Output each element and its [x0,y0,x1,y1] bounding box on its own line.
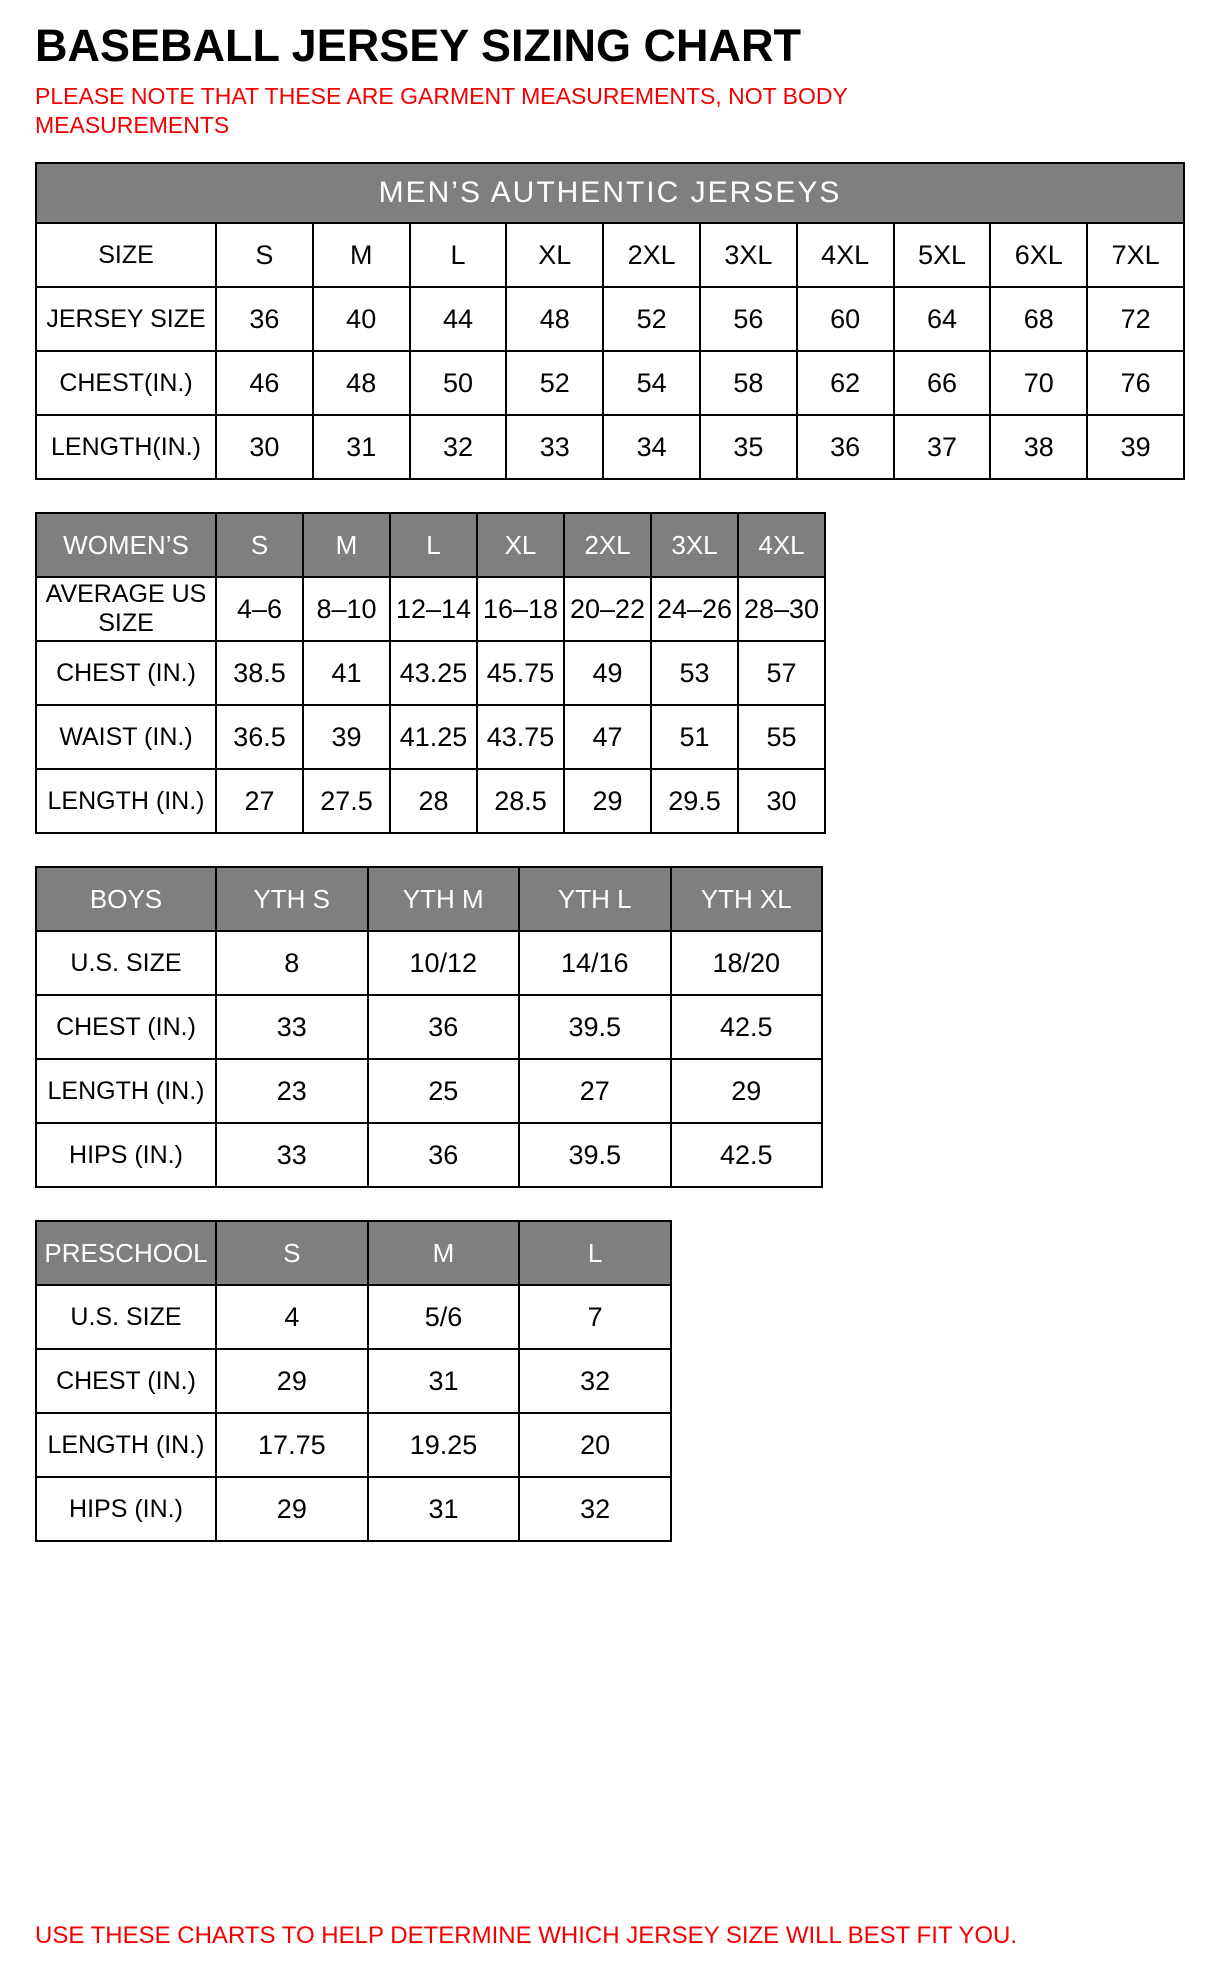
size-cell: 29 [216,1349,368,1413]
size-cell: 30 [738,769,825,833]
size-cell: 46 [216,351,313,415]
page-title: BASEBALL JERSEY SIZING CHART [35,20,801,71]
tables-container [35,162,1185,1574]
size-cell: 2XL [564,513,651,577]
size-cell: 16–18 [477,577,564,641]
row-label: CHEST (IN.) [36,1349,216,1413]
size-cell: 60 [797,287,894,351]
size-cell: 35 [700,415,797,479]
size-cell: 56 [700,287,797,351]
size-cell: 55 [738,705,825,769]
size-cell: 42.5 [671,1123,823,1187]
size-cell: 28 [390,769,477,833]
size-cell: 39 [303,705,390,769]
table-row [36,931,822,995]
size-cell: 43.75 [477,705,564,769]
size-cell: 53 [651,641,738,705]
row-label: HIPS (IN.) [36,1123,216,1187]
size-cell: S [216,1221,368,1285]
size-cell: 36.5 [216,705,303,769]
size-cell: 32 [410,415,507,479]
size-cell: 20 [519,1413,671,1477]
row-label: LENGTH (IN.) [36,1413,216,1477]
size-cell: 52 [506,351,603,415]
size-cell: 38 [990,415,1087,479]
size-cell: 27 [519,1059,671,1123]
size-cell: 48 [313,351,410,415]
size-cell: 7XL [1087,223,1184,287]
row-label: CHEST(IN.) [36,351,216,415]
table-row [36,415,1184,479]
row-label: U.S. SIZE [36,1285,216,1349]
size-cell: 29 [216,1477,368,1541]
garment-measurements-note: PLEASE NOTE THAT THESE ARE GARMENT MEASUREMENTS, NOT BODY MEASUREMENTS [35,83,848,138]
size-table-mens [35,162,1185,480]
size-cell: 19.25 [368,1413,520,1477]
table-row [36,513,825,577]
footer-text: USE THESE CHARTS TO HELP DETERMINE WHICH JERSEY SIZE WILL BEST FIT YOU. [35,1922,1018,1949]
row-label: SIZE [36,223,216,287]
size-cell: 34 [603,415,700,479]
size-cell: 37 [894,415,991,479]
size-cell: 68 [990,287,1087,351]
size-cell: 41 [303,641,390,705]
size-cell: 8–10 [303,577,390,641]
size-cell: 4XL [797,223,894,287]
size-cell: 39.5 [519,995,671,1059]
size-cell: 48 [506,287,603,351]
row-label: AVERAGE US SIZE [36,577,216,641]
size-cell: 30 [216,415,313,479]
row-label: PRESCHOOL [36,1221,216,1285]
size-cell: 51 [651,705,738,769]
size-cell: 64 [894,287,991,351]
size-cell: S [216,223,313,287]
size-cell: 49 [564,641,651,705]
table-row [36,577,825,641]
row-label: CHEST (IN.) [36,641,216,705]
size-cell: 36 [368,1123,520,1187]
size-cell: 28.5 [477,769,564,833]
row-label: JERSEY SIZE [36,287,216,351]
size-cell: 24–26 [651,577,738,641]
size-cell: 25 [368,1059,520,1123]
size-cell: 39.5 [519,1123,671,1187]
table-row [36,1477,671,1541]
size-cell: 7 [519,1285,671,1349]
size-cell: 3XL [651,513,738,577]
size-cell: 42.5 [671,995,823,1059]
row-label: LENGTH (IN.) [36,769,216,833]
size-cell: 45.75 [477,641,564,705]
row-label: U.S. SIZE [36,931,216,995]
size-cell: 70 [990,351,1087,415]
size-cell: 44 [410,287,507,351]
size-cell: 47 [564,705,651,769]
size-cell: 29.5 [651,769,738,833]
size-cell: YTH XL [671,867,823,931]
size-cell: 2XL [603,223,700,287]
size-cell: 4–6 [216,577,303,641]
size-cell: 50 [410,351,507,415]
row-label: LENGTH (IN.) [36,1059,216,1123]
row-label: HIPS (IN.) [36,1477,216,1541]
size-cell: 39 [1087,415,1184,479]
size-table-womens [35,512,826,834]
size-table-boys [35,866,823,1188]
size-cell: 17.75 [216,1413,368,1477]
size-cell: L [519,1221,671,1285]
size-cell: 33 [506,415,603,479]
size-cell: 4XL [738,513,825,577]
size-cell: M [313,223,410,287]
table-row [36,705,825,769]
table-row [36,287,1184,351]
table-row [36,1349,671,1413]
size-cell: 29 [564,769,651,833]
size-cell: 36 [216,287,313,351]
size-cell: YTH S [216,867,368,931]
size-cell: 23 [216,1059,368,1123]
size-cell: 57 [738,641,825,705]
row-label: WAIST (IN.) [36,705,216,769]
table-row [36,995,822,1059]
size-cell: 36 [368,995,520,1059]
size-cell: 6XL [990,223,1087,287]
size-cell: 31 [368,1349,520,1413]
size-cell: 27.5 [303,769,390,833]
size-cell: 29 [671,1059,823,1123]
size-cell: 18/20 [671,931,823,995]
size-cell: 52 [603,287,700,351]
size-cell: 31 [368,1477,520,1541]
size-table-preschool [35,1220,672,1542]
size-cell: 8 [216,931,368,995]
size-cell: XL [506,223,603,287]
row-label: WOMEN’S [36,513,216,577]
size-cell: M [303,513,390,577]
size-cell: 54 [603,351,700,415]
size-cell: 40 [313,287,410,351]
size-cell: L [410,223,507,287]
size-cell: 33 [216,995,368,1059]
table-banner-mens: MEN’S AUTHENTIC JERSEYS [36,163,1184,223]
row-label: BOYS [36,867,216,931]
table-row [36,867,822,931]
size-cell: 66 [894,351,991,415]
size-cell: 43.25 [390,641,477,705]
size-cell: 3XL [700,223,797,287]
size-cell: M [368,1221,520,1285]
size-cell: 20–22 [564,577,651,641]
size-cell: 10/12 [368,931,520,995]
size-cell: 32 [519,1477,671,1541]
table-row [36,1059,822,1123]
size-cell: 62 [797,351,894,415]
size-cell: 14/16 [519,931,671,995]
table-row [36,769,825,833]
size-cell: 12–14 [390,577,477,641]
size-cell: 32 [519,1349,671,1413]
size-cell: 27 [216,769,303,833]
size-cell: 33 [216,1123,368,1187]
size-cell: 58 [700,351,797,415]
size-cell: YTH L [519,867,671,931]
size-cell: 72 [1087,287,1184,351]
size-cell: 41.25 [390,705,477,769]
size-cell: 36 [797,415,894,479]
size-cell: S [216,513,303,577]
table-row [36,1123,822,1187]
table-row [36,351,1184,415]
size-cell: 5/6 [368,1285,520,1349]
size-cell: 4 [216,1285,368,1349]
table-row [36,1221,671,1285]
size-cell: 5XL [894,223,991,287]
table-row [36,1413,671,1477]
row-label: LENGTH(IN.) [36,415,216,479]
table-row [36,223,1184,287]
size-cell: XL [477,513,564,577]
size-cell: L [390,513,477,577]
size-cell: 76 [1087,351,1184,415]
size-cell: 31 [313,415,410,479]
size-cell: 38.5 [216,641,303,705]
row-label: CHEST (IN.) [36,995,216,1059]
size-cell: 28–30 [738,577,825,641]
table-row [36,1285,671,1349]
size-cell: YTH M [368,867,520,931]
table-row [36,641,825,705]
